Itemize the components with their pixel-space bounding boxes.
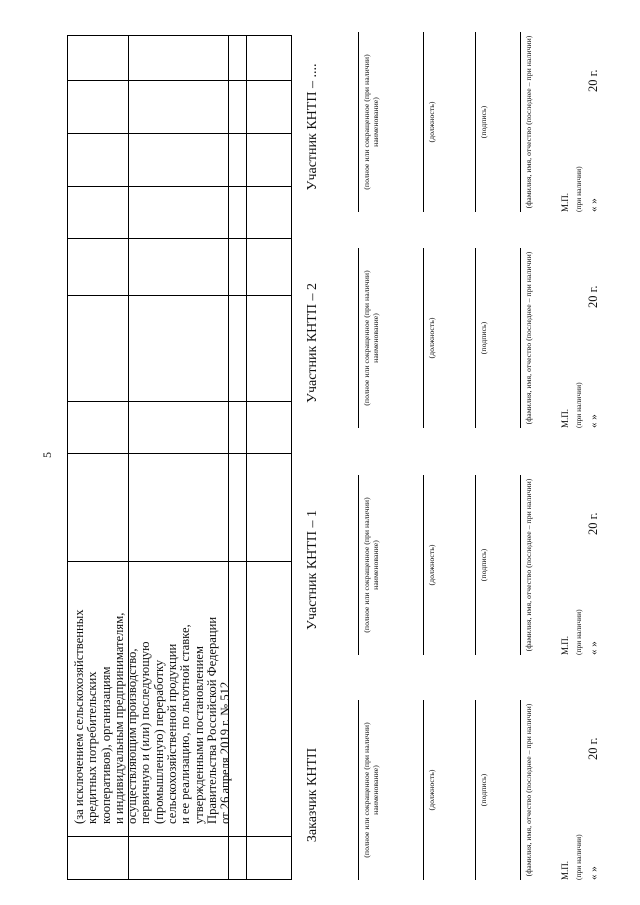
party-title: Участник КНТП – 1	[305, 510, 320, 630]
table-text-line: (промышленную) переработку	[151, 659, 166, 824]
date-year: 20 г.	[586, 737, 600, 760]
table-col-divider	[68, 133, 291, 134]
fio-line	[520, 32, 521, 212]
table-text-line: Правительства Российской Федерации	[204, 616, 219, 824]
position-caption: (должность)	[427, 101, 436, 143]
name-line	[358, 700, 359, 880]
table-col-divider	[68, 401, 291, 402]
table-row-divider	[246, 36, 247, 879]
party-title: Заказчик КНТП	[305, 747, 320, 843]
name-caption: (полное или сокращенное (при наличии) наименование)	[362, 54, 380, 190]
signature-block-participant-1	[305, 475, 600, 655]
signature-line	[475, 700, 476, 880]
stamp-label: М.П.	[560, 192, 570, 212]
fio-line	[520, 475, 521, 655]
position-line	[423, 32, 424, 212]
position-caption: (должность)	[427, 544, 436, 586]
table	[67, 35, 292, 880]
name-caption: (полное или сокращенное (при наличии) наименование)	[362, 270, 380, 406]
signature-line	[475, 32, 476, 212]
table-text-line: от 26 апреля 2019 г. № 512	[218, 681, 233, 824]
signature-caption: (подпись)	[479, 548, 488, 582]
date-year: 20 г.	[586, 512, 600, 535]
table-cell-text	[73, 569, 233, 824]
signature-block-participant-2	[305, 248, 600, 428]
table-text-line: утвержденными постановлением	[191, 646, 206, 824]
fio-caption: (фамилия, имя, отчество (последнее – при наличии)	[524, 251, 533, 425]
table-text-line: первичную и (или) последующую	[138, 641, 153, 824]
signature-caption: (подпись)	[479, 321, 488, 355]
position-caption: (должность)	[427, 317, 436, 359]
table-text-line: кооперативов), организациям	[98, 666, 113, 824]
stamp-note: (при наличии)	[574, 166, 583, 212]
table-col-divider	[68, 186, 291, 187]
table-text-line: кредитных потребительских	[85, 671, 100, 824]
signature-block-participant-n	[305, 32, 600, 212]
position-caption: (должность)	[427, 769, 436, 811]
table-col-divider	[68, 295, 291, 296]
table-text-line: сельскохозяйственной продукции	[165, 643, 180, 824]
date-year: 20 г.	[586, 285, 600, 308]
name-line	[358, 248, 359, 428]
date-day: « »	[588, 641, 600, 655]
position-line	[423, 700, 424, 880]
table-text-line: и индивидуальным предпринимателям,	[111, 612, 126, 824]
fio-caption: (фамилия, имя, отчество (последнее – при наличии)	[524, 35, 533, 209]
signature-line	[475, 248, 476, 428]
table-col-divider	[68, 836, 291, 837]
stamp-label: М.П.	[560, 860, 570, 880]
stamp-label: М.П.	[560, 635, 570, 655]
date-year: 20 г.	[586, 69, 600, 92]
date-day: « »	[588, 866, 600, 880]
signature-caption: (подпись)	[479, 773, 488, 807]
position-line	[423, 475, 424, 655]
date-day: « »	[588, 414, 600, 428]
fio-caption: (фамилия, имя, отчество (последнее – при наличии)	[524, 703, 533, 877]
name-caption: (полное или сокращенное (при наличии) наименование)	[362, 722, 380, 858]
date-day: « »	[588, 198, 600, 212]
name-caption: (полное или сокращенное (при наличии) наименование)	[362, 497, 380, 633]
stamp-note: (при наличии)	[574, 382, 583, 428]
table-text-line: (за исключением сельскохозяйственных	[72, 609, 86, 824]
table-text-line: и ее реализацию, по льготной ставке,	[178, 624, 193, 824]
rotated-content	[20, 20, 610, 880]
stamp-label: М.П.	[560, 408, 570, 428]
page-number: 5	[40, 452, 54, 458]
fio-line	[520, 700, 521, 880]
signature-block-customer	[305, 700, 600, 880]
signature-line	[475, 475, 476, 655]
fio-caption: (фамилия, имя, отчество (последнее – при наличии)	[524, 478, 533, 652]
party-title: Участник КНТП – ....	[305, 63, 320, 191]
table-col-divider	[68, 80, 291, 81]
table-col-divider	[68, 453, 291, 454]
name-line	[358, 475, 359, 655]
table-col-divider	[68, 561, 291, 562]
party-title: Участник КНТП – 2	[305, 283, 320, 403]
fio-line	[520, 248, 521, 428]
name-line	[358, 32, 359, 212]
table-text-line: осуществляющим производство,	[125, 648, 140, 824]
stamp-note: (при наличии)	[574, 609, 583, 655]
signature-caption: (подпись)	[479, 105, 488, 139]
stamp-note: (при наличии)	[574, 834, 583, 880]
table-col-divider	[68, 238, 291, 239]
position-line	[423, 248, 424, 428]
